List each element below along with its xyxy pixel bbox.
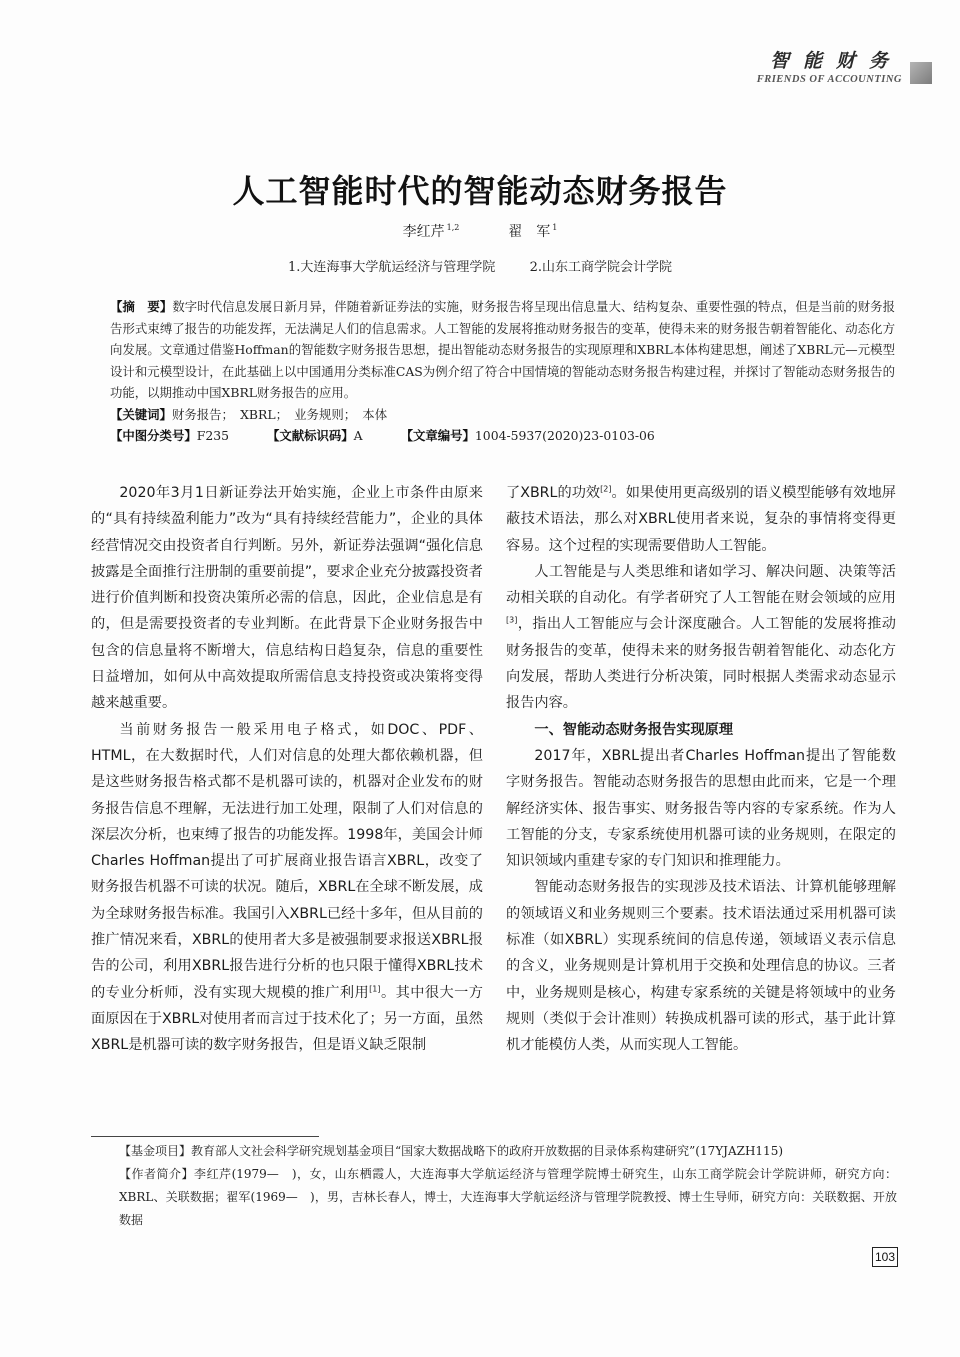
article-no-label: 【文章编号】 — [400, 428, 475, 443]
body-text: 。如果使用更高级别的语义模型能够有效地屏蔽技术语法，那么对XBRL使用者来说，复杂的事情将变得更容易。这个过程的实现需要借助人工智能。 — [506, 485, 896, 554]
journal-name-cn: 智能财务 — [769, 50, 902, 72]
abstract-text: 数字时代信息发展日新月异，伴随着新证券法的实施，财务报告将呈现出信息量大、结构复杂、重要性强的特点，但是当前的财务报告形式束缚了报告的功能发挥，无法满足人们的信息需求。人工智能的发展将推动财务报告的变革，使得未来的财务报告朝着智能化、动态化方向发展。文章通过借鉴Hoffman的智能数字财务报告思想，提出智能动态财务报告的实现原理和XBRL本体构建思想，阐述了XBRL元—元模型设计和元模型设计，在此基础上以中国通用分类标准CAS为例介绍了符合中国情境的智能动态财务报告构建过程，并探讨了智能动态财务报告的功能，以期推动中国XBRL财务报告的应用。 — [110, 299, 896, 400]
body-paragraph — [91, 717, 483, 1059]
author-name: 翟 军 — [508, 224, 551, 240]
body-paragraph: 2017年，XBRL提出者Charles Hoffman提出了智能数字财务报告。智能动态财务报告的思想由此而来，它是一个理解经济实体、报告事实、财务报告等内容的专家系统。作为人工智能的分支，专家系统使用机器可读的业务规则，在限定的知识领域内重建专家的专门知识和推理能力。 — [506, 747, 896, 870]
affiliation: 2.山东工商学院会计学院 — [529, 260, 672, 275]
body-paragraph — [506, 559, 896, 717]
body-paragraph: 2020年3月1日新证券法开始实施，企业上市条件由原来的“具有持续盈利能力”改为“具有持续经营能力”，企业的具体经营情况交由投资者自行判断。另外，新证券法强调“强化信息披露是全面推行注册制的重要前提”，要求企业充分披露投资者进行价值判断和投资决策所必需的信息，因此，企业信息是有的，但是需要投资者的专业判断。在此背景下企业财务报告中包含的信息量将不断增大，信息结构日趋复杂，信息的重要性日益增加，如何从中高效提取所需信息支持投资或决策将变得越来越重要。 — [91, 485, 483, 712]
abstract-block — [92, 296, 895, 447]
body-paragraph — [506, 480, 896, 559]
body-text: 了XBRL的功效 — [506, 485, 601, 501]
section-heading: 一、智能动态财务报告实现原理 — [534, 721, 734, 738]
body-text: ，指出人工智能应与会计深度融合。人工智能的发展将推动财务报告的变革，使得未来的财务报告朝着智能化、动态化方向发展，帮助人类进行分析决策，同时根据人类需求动态显示报告内容。 — [506, 616, 896, 712]
page-number: 103 — [872, 1247, 898, 1267]
classification-row — [92, 425, 895, 447]
article-no-value: 1004-5937(2020)23-0103-06 — [474, 428, 655, 443]
fund-note: 【基金项目】教育部人文社会科学研究规划基金项目“国家大数据战略下的政府开放数据的目录体系构建研究”(17YJAZH115) — [119, 1144, 784, 1158]
doc-code-label: 【文献标识码】 — [266, 428, 354, 443]
body-column-left — [91, 480, 483, 1059]
body-column-right — [506, 480, 896, 1059]
citation-ref[interactable]: [2] — [600, 484, 612, 494]
article-title: 人工智能时代的智能动态财务报告 — [232, 172, 728, 210]
body-text: 当前财务报告一般采用电子格式，如DOC、PDF、HTML，在大数据时代，人们对信息的处理大都依赖机器，但是这些财务报告格式都不是机器可读的，机器对企业发布的财务报告信息不理解，无法进行加工处理，限制了人们对信息的深层次分析，也束缚了报告的功能发挥。1998年，美国会计师Charles Hoffman提出了可扩展商业报告语言XBRL，改变了财务报告机器不可读的状况。随后，XBRL在全球不断发展，成为全球财务报告标准。我国引入XBRL已经十多年，但从目前的推广情况来看，XBRL的使用者大多是被强制要求报送XBRL报告的公司，利用XBRL报告进行分析的也只限于懂得XBRL技术的专业分析师，没有实现大规模的推广利用 — [91, 721, 483, 1001]
author-affil-sup: 1,2 — [446, 223, 460, 233]
author-bio-note: 【作者简介】李红芹(1979— )，女，山东栖霞人，大连海事大学航运经济与管理学院博士研究生，山东工商学院会计学院讲师，研究方向：XBRL、关联数据；翟军(1969— )，男，吉林长春人，博士，大连海事大学航运经济与管理学院教授、博士生导师，研究方向：关联数据、开放数据 — [119, 1167, 897, 1227]
clc-label: 【中图分类号】 — [110, 428, 197, 443]
affiliation-line — [0, 256, 960, 275]
keywords-label: 【关键词】 — [110, 406, 172, 422]
footnote-divider — [91, 1136, 319, 1137]
clc-value: F235 — [196, 428, 229, 443]
journal-header — [757, 46, 902, 85]
footnotes — [91, 1140, 897, 1232]
doc-code-value: A — [353, 428, 363, 443]
abstract-label: 【摘 要】 — [110, 299, 173, 314]
body-text: 。其中很大一方面原因在于XBRL对使用者而言过于技术化了；另一方面，虽然XBRL是机器可读的数字财务报告，但是语义缺乏限制 — [91, 984, 483, 1054]
abstract-paragraph — [92, 296, 895, 404]
journal-name-en: FRIENDS OF ACCOUNTING — [756, 74, 902, 85]
body-text: 人工智能是与人类思维和诸如学习、解决问题、决策等活动相关联的自动化。有学者研究了人工智能在财会领域的应用 — [506, 563, 896, 607]
author-affil-sup: 1 — [552, 223, 558, 233]
affiliation: 1.大连海事大学航运经济与管理学院 — [288, 260, 496, 275]
header-decor-square — [910, 62, 932, 84]
citation-ref[interactable]: [3] — [506, 615, 518, 625]
keywords-row — [92, 404, 895, 426]
author-name: 李红芹 — [402, 224, 445, 240]
author-line — [0, 221, 960, 241]
keywords-text: 财务报告； XBRL； 业务规则； 本体 — [171, 406, 388, 422]
body-paragraph: 智能动态财务报告的实现涉及技术语法、计算机能够理解的领域语义和业务规则三个要素。技术语法通过采用机器可读标准（如XBRL）实现系统间的信息传递，领域语义表示信息的含义，业务规则是计算机用于交换和处理信息的协议。三者中，业务规则是核心，构建专家系统的关键是将领域中的业务规则（类似于会计准则）转换成机器可读的形式，基于此计算机才能模仿人类，从而实现人工智能。 — [506, 879, 896, 1054]
citation-ref[interactable]: [1] — [369, 983, 381, 993]
